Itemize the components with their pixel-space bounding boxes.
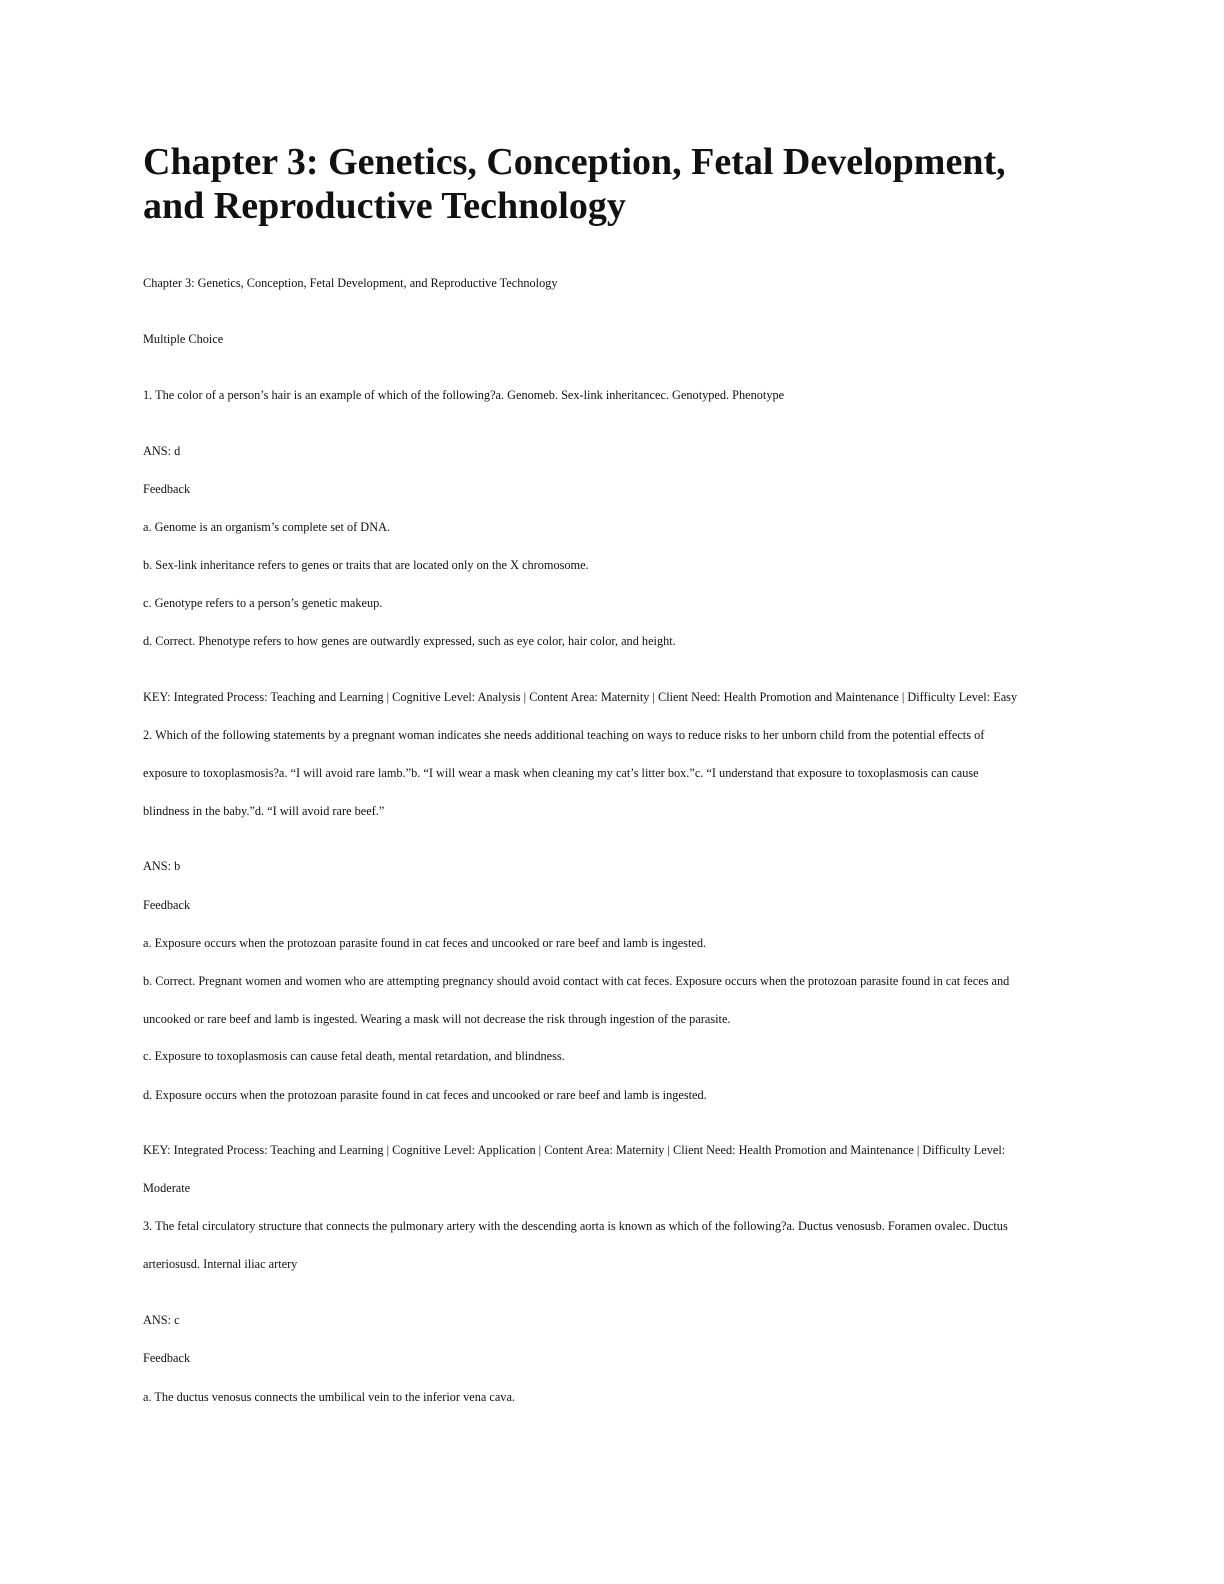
chapter-subtitle: Chapter 3: Genetics, Conception, Fetal Development, and Reproductive Technology	[143, 276, 558, 290]
question-1-feedback-c: c. Genotype refers to a person’s genetic makeup.	[143, 596, 383, 610]
question-2-answer: ANS: b	[143, 859, 181, 873]
question-2-key-line-2: Moderate	[143, 1181, 191, 1195]
question-3-text-line-1: 3. The fetal circulatory structure that connects the pulmonary artery with the descending aorta is known as which of the following?a. Ductus venosusb. Foramen ovalec. Ductus	[143, 1219, 1008, 1233]
question-3-feedback-label: Feedback	[143, 1351, 191, 1365]
question-1-text: 1. The color of a person’s hair is an example of which of the following?a. Genomeb. Sex-link inheritancec. Genotyped. Phenotype	[143, 388, 785, 402]
chapter-title: Chapter 3: Genetics, Conception, Fetal Development, and Reproductive Technology	[143, 141, 1006, 227]
question-2-text-line-3: blindness in the baby.”d. “I will avoid rare beef.”	[143, 804, 385, 818]
question-2-text-line-1: 2. Which of the following statements by a pregnant woman indicates she needs additional teaching on ways to reduce risks to her unborn child from the potential effects of	[143, 728, 985, 742]
question-1-feedback-label: Feedback	[143, 482, 191, 496]
question-2-feedback-c: c. Exposure to toxoplasmosis can cause fetal death, mental retardation, and blindness.	[143, 1049, 565, 1063]
document-page	[143, 0, 1073, 1584]
question-3-feedback-a: a. The ductus venosus connects the umbilical vein to the inferior vena cava.	[143, 1390, 515, 1404]
question-2-key-line-1: KEY: Integrated Process: Teaching and Learning | Cognitive Level: Application | Content Area: Maternity | Client Need: Health Promotion and Maintenance | Difficulty Level:	[143, 1143, 1006, 1157]
question-2-feedback-b-line-1: b. Correct. Pregnant women and women who are attempting pregnancy should avoid contact with cat feces. Exposure occurs when the protozoan parasite found in cat feces and	[143, 974, 1010, 988]
question-1-feedback-b: b. Sex-link inheritance refers to genes or traits that are located only on the X chromosome.	[143, 558, 589, 572]
question-2-feedback-d: d. Exposure occurs when the protozoan parasite found in cat feces and uncooked or rare beef and lamb is ingested.	[143, 1088, 707, 1102]
section-heading: Multiple Choice	[143, 332, 224, 346]
question-1-key: KEY: Integrated Process: Teaching and Learning | Cognitive Level: Analysis | Content Area: Maternity | Client Need: Health Promotion and Maintenance | Difficulty Level: Easy	[143, 690, 1018, 704]
question-2-feedback-b-line-2: uncooked or rare beef and lamb is ingested. Wearing a mask will not decrease the risk through ingestion of the parasite.	[143, 1012, 731, 1026]
question-2-feedback-label: Feedback	[143, 898, 191, 912]
question-1-answer: ANS: d	[143, 444, 181, 458]
question-1-feedback-d: d. Correct. Phenotype refers to how genes are outwardly expressed, such as eye color, hair color, and height.	[143, 634, 676, 648]
question-2-text-line-2: exposure to toxoplasmosis?a. “I will avoid rare lamb.”b. “I will wear a mask when cleaning my cat’s litter box.”c. “I understand that exposure to toxoplasmosis can cause	[143, 766, 979, 780]
question-3-text-line-2: arteriosusd. Internal iliac artery	[143, 1257, 298, 1271]
question-1-feedback-a: a. Genome is an organism’s complete set of DNA.	[143, 520, 391, 534]
question-2-feedback-a: a. Exposure occurs when the protozoan parasite found in cat feces and uncooked or rare beef and lamb is ingested.	[143, 936, 707, 950]
question-3-answer: ANS: c	[143, 1313, 180, 1327]
